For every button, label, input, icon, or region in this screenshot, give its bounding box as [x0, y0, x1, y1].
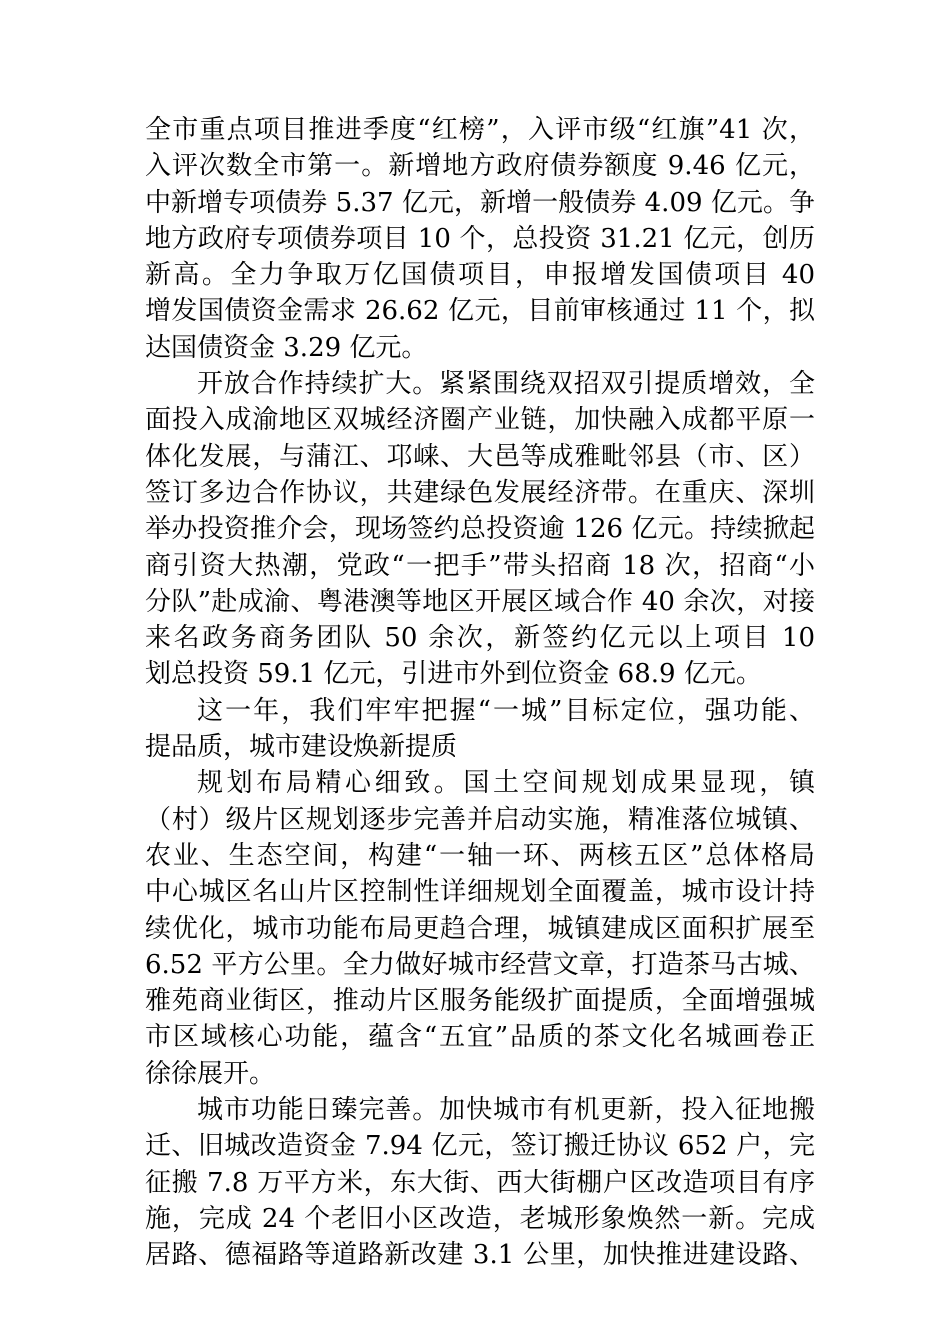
text-line: 6.52 平方公里。全力做好城市经营文章，打造茶马古城、 [145, 949, 815, 980]
text-line: 雅苑商业街区，推动片区服务能级扩面提质，全面增强城 [145, 986, 815, 1017]
text-line: 农业、生态空间，构建“一轴一环、两核五区”总体格局 [145, 840, 815, 871]
text-line: 这一年，我们牢牢把握“一城”目标定位，强功能、 [197, 695, 815, 726]
body-text [145, 112, 815, 1274]
text-line: 签订多边合作协议，共建绿色发展经济带。在重庆、深圳 [145, 477, 815, 508]
text-line: 开放合作持续扩大。紧紧围绕双招双引提质增效，全 [197, 369, 815, 400]
text-line: 徐徐展开。 [145, 1058, 276, 1089]
text-line: 体化发展，与蒲江、邛崃、大邑等成雅毗邻县（市、区） [145, 441, 815, 472]
text-line: （村）级片区规划逐步完善并启动实施，精准落位城镇、 [145, 804, 815, 835]
text-line: 举办投资推介会，现场签约总投资逾 126 亿元。持续掀起 [145, 514, 815, 545]
text-line: 商引资大热潮，党政“一把手”带头招商 18 次，招商“小 [145, 550, 815, 581]
text-line: 全市重点项目推进季度“红榜”，入评市级“红旗”41 次， [145, 115, 815, 145]
text-line: 增发国债资金需求 26.62 亿元，目前审核通过 11 个，拟 [145, 296, 815, 327]
text-line: 中心城区名山片区控制性详细规划全面覆盖，城市设计持 [145, 877, 815, 908]
text-line: 入评次数全市第一。新增地方政府债券额度 9.46 亿元， [145, 151, 815, 182]
text-line: 新高。全力争取万亿国债项目，申报增发国债项目 40 [145, 260, 815, 291]
text-line: 地方政府专项债券项目 10 个，总投资 31.21 亿元，创历 [145, 223, 815, 254]
text-line: 划总投资 59.1 亿元，引进市外到位资金 68.9 亿元。 [145, 659, 762, 690]
text-line: 征搬 7.8 万平方米，东大街、西大街棚户区改造项目有序 [145, 1167, 815, 1198]
text-line: 迁、旧城改造资金 7.94 亿元，签订搬迁协议 652 户，完 [145, 1131, 815, 1162]
text-line: 市区域核心功能，蕴含“五宜”品质的茶文化名城画卷正 [145, 1022, 815, 1053]
text-line: 规划布局精心细致。国土空间规划成果显现，镇 [197, 768, 815, 799]
text-line: 城市功能日臻完善。加快城市有机更新，投入征地搬 [197, 1095, 815, 1126]
text-line: 分队”赴成渝、粤港澳等地区开展区域合作 40 余次，对接 [145, 586, 815, 617]
text-line: 施，完成 24 个老旧小区改造，老城形象焕然一新。完成 [145, 1203, 815, 1234]
text-line: 来名政务商务团队 50 余次，新签约亿元以上项目 10 [145, 623, 815, 654]
text-line: 达国债资金 3.29 亿元。 [145, 332, 428, 363]
text-line: 提品质，城市建设焕新提质 [145, 732, 458, 763]
text-line: 中新增专项债券 5.37 亿元，新增一般债券 4.09 亿元。争 [145, 187, 815, 218]
text-line: 面投入成渝地区双城经济圈产业链，加快融入成都平原一 [145, 405, 815, 436]
text-line: 续优化，城市功能布局更趋合理，城镇建成区面积扩展至 [145, 913, 815, 944]
text-line: 居路、德福路等道路新改建 3.1 公里，加快推进建设路、 [145, 1240, 815, 1271]
